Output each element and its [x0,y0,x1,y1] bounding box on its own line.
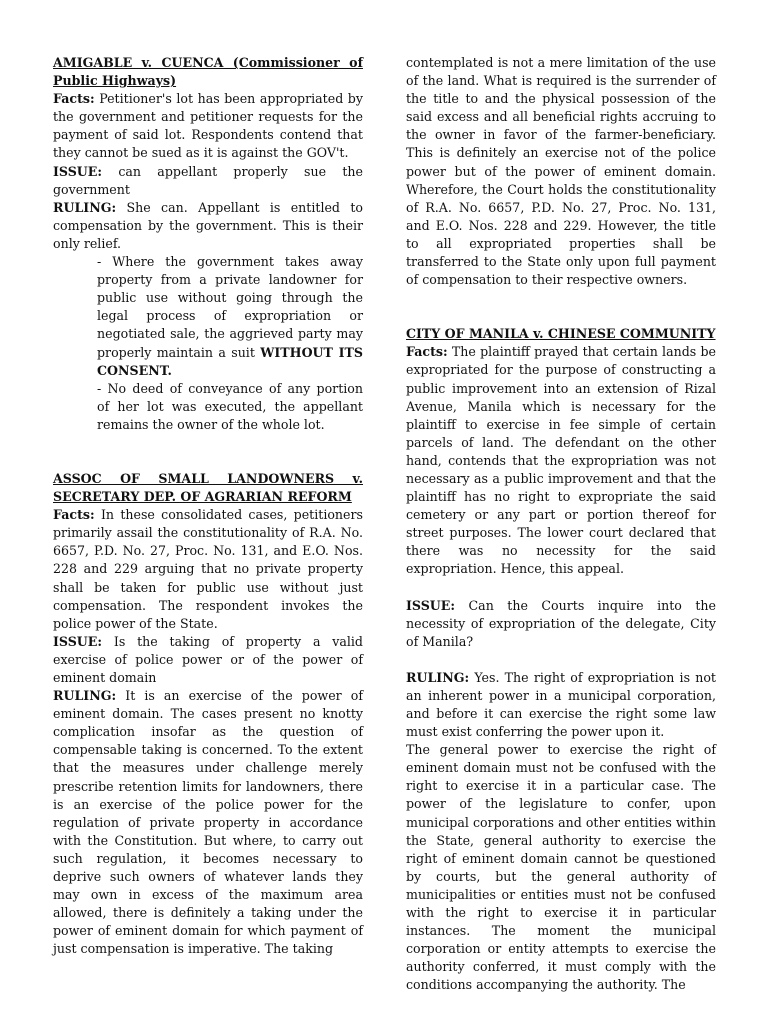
facts-text: The plaintiff prayed that certain lands be expropriated for the purpose of constructing a public improvement into an extension of Rizal Avenue, Manila which is necessary for the plaintiff to exercise in fee simple of certain parcels of land. The defendant on the other hand, contends that the expropriation was not necessary as a public improvement and that the plaintiff has no right to expropriate the said cemetery or any part or portion thereof for street purposes. The lower court declared that there was no necessity for the said expropriation. Hence, this appeal. [406,344,716,577]
facts-label: Facts: [406,344,448,360]
facts-paragraph [53,90,363,162]
facts-text: Petitioner's lot has been appropriated by the government and petitioner requests for the payment of said lot. Respondents contend that they cannot be sued as it is against the GOV't. [53,91,363,161]
issue-label: ISSUE: [53,163,103,179]
facts-text: In these consolidated cases, petitioners primarily assail the constitutionality of R.A. No. 6657, P.D. No. 27, Proc. No. 131, and E.O. Nos. 228 and 229 arguing that no private property shall be taken for public use without just compensation. The respondent invokes the police power of the State. [53,507,363,631]
section-spacer [406,651,716,669]
issue-text: Can the Courts inquire into the necessity of expropriation of the delegate, City of Manila? [406,597,716,649]
facts-label: Facts: [53,507,95,523]
issue-label: ISSUE: [406,597,456,613]
ruling-label: RULING: [53,688,117,704]
case-title-amigable: AMIGABLE v. CUENCA (Commissioner of Public Highways) [53,55,363,89]
ruling-paragraph [53,199,363,253]
ruling-paragraph [53,687,363,958]
ruling-text: She can. Appellant is entitled to compensation by the government. This is their only relief. [53,199,363,251]
ruling-bullets [97,253,363,434]
case-title-city-of-manila: CITY OF MANILA v. CHINESE COMMUNITY [406,326,716,342]
section-spacer [406,579,716,597]
facts-paragraph [53,506,363,633]
issue-paragraph [406,597,716,651]
bullet-text: - Where the government takes away property from a private landowner for public use without going through the legal process of expropriation or negotiated sale, the aggrieved party may properly maintain a suit [97,254,363,360]
ruling-text: It is an exercise of the power of eminent domain. The cases present no knotty complication insofar as the question of compensable taking is concerned. To the extent that the measures under challenge merely prescribe retention limits for landowners, there is an exercise of the police power for the regulation of private property in accordance with the Constitution. But where, to carry out such regulation, it becomes necessary to deprive such owners of whatever lands they may own in excess of the maximum area allowed, there is definitely a taking under the power of eminent domain for which payment of just compensation is imperative. The taking [53,688,363,957]
continuation-paragraph: contemplated is not a mere limitation of the use of the land. What is required is the surrender of the title to and the physical possession of the said excess and all beneficial rights accruing to the owner in favor of the farmer-beneficiary. This is definitely an exercise not of the police power but of the power of eminent domain. Wherefore, the Court holds the constitutionality of R.A. No. 6657, P.D. No. 27, Proc. No. 131, and E.O. Nos. 228 and 229. However, the title to all expropriated properties shall be transferred to the State only upon full payment of compensation to their respective owners. [406,55,716,288]
issue-text: Is the taking of property a valid exercise of police power or of the power of eminent domain [53,633,363,685]
bullet-bold-text: WITHOUT ITS CONSENT. [97,344,363,378]
bullet-item: - No deed of conveyance of any portion of her lot was executed, the appellant remains the owner of the whole lot. [97,380,363,432]
section-spacer [53,434,363,470]
right-column [406,54,716,995]
ruling-paragraph [406,669,716,741]
ruling-text: Yes. The right of expropriation is not an inherent power in a municipal corporation, and before it can exercise the right some law must exist conferring the power upon it. [406,669,716,740]
issue-paragraph [53,633,363,687]
facts-paragraph [406,343,716,578]
case-title-small-landowners: ASSOC OF SMALL LANDOWNERS v. SECRETARY DEP. OF AGRARIAN REFORM [53,470,363,505]
issue-paragraph [53,163,363,199]
ruling-paragraph-2: The general power to exercise the right of eminent domain must not be confused with the right to exercise it in a particular case. The power of the legislature to confer, upon municipal corporations and other entities within the State, general authority to exercise the right of eminent domain cannot be questioned by courts, but the general authority of municipalities or entities must not be confused with the right to exercise it in particular instances. The moment the municipal corporation or entity attempts to exercise the authority conferred, it must comply with the conditions accompanying the authority. The [406,742,716,993]
bullet-item [97,253,363,380]
facts-label: Facts: [53,91,95,107]
ruling-label: RULING: [406,669,470,685]
issue-text: can appellant properly sue the government [53,163,363,197]
section-spacer [406,289,716,325]
left-column [53,54,363,959]
ruling-label: RULING: [53,199,117,215]
issue-label: ISSUE: [53,633,103,649]
